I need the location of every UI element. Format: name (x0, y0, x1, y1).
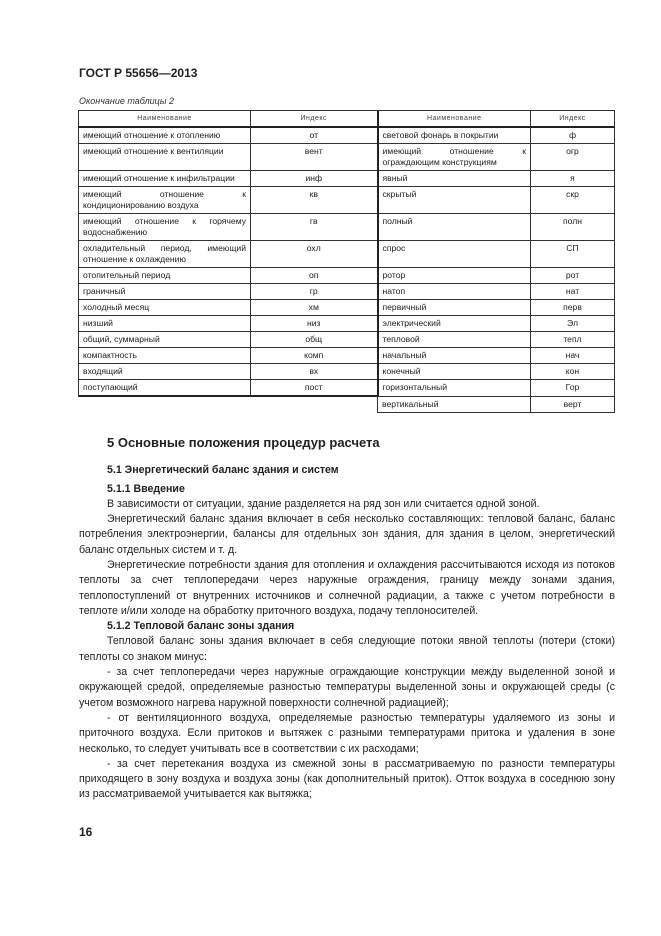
index-cell: пост (251, 380, 378, 397)
table-row (79, 284, 615, 300)
name-cell: тепловой (378, 332, 531, 348)
name-cell: полный (378, 214, 531, 241)
index-cell: Эл (531, 316, 615, 332)
name-cell: компактность (79, 348, 251, 364)
name-cell: ротор (378, 268, 531, 284)
paragraph: В зависимости от ситуации, здание разделяется на ряд зон или считается одной зоной. (107, 497, 540, 510)
index-cell: нат (531, 284, 615, 300)
index-cell: я (531, 171, 615, 187)
index-cell: комп (251, 348, 378, 364)
name-cell: имеющий отношение к инфильтрации (79, 171, 251, 187)
column-header: Индекс (531, 111, 615, 128)
name-cell: имеющий отношение к кондиционированию воздуха (79, 187, 251, 214)
page-number: 16 (79, 824, 93, 839)
index-cell: инф (251, 171, 378, 187)
table-row (79, 268, 615, 284)
section-title: 5 Основные положения процедур расчета (107, 434, 380, 450)
index-cell: гв (251, 214, 378, 241)
index-cell: кв (251, 187, 378, 214)
heading-5-1-2: 5.1.2 Тепловой баланс зоны здания (107, 620, 295, 633)
index-cell: скр (531, 187, 615, 214)
body-text (79, 482, 615, 803)
table-row (79, 316, 615, 332)
name-cell: натоп (378, 284, 531, 300)
index-cell: верт (531, 396, 615, 412)
table-caption: Окончание таблицы 2 (79, 96, 174, 106)
column-header: Наименование (79, 111, 251, 128)
index-cell: от (251, 127, 378, 144)
name-cell: явный (378, 171, 531, 187)
table-header-row (79, 111, 615, 128)
name-cell: охладительный период, имеющий отношение к охлаждению (79, 241, 251, 268)
paragraph: Энергетические потребности здания для отопления и охлаждения рассчитываются исходя из потоков теплоты за счет теплопередачи через наружные ограждения, границу между зонами здания, теплопоступлений от внутренних источников и солнечной радиации, а также с учетом потребности в теплоте и/или холоде на обработку приточного воздуха, подачу теплоносителей. (79, 558, 615, 617)
index-cell: кон (531, 364, 615, 380)
name-cell: имеющий отношение к отоплению (79, 127, 251, 144)
subsection-title: 5.1 Энергетический баланс здания и систем (107, 463, 339, 476)
name-cell: общий, суммарный (79, 332, 251, 348)
index-cell: вент (251, 144, 378, 171)
table-row (79, 214, 615, 241)
name-cell: низший (79, 316, 251, 332)
name-cell: световой фонарь в покрытии (378, 127, 531, 144)
index-cell: охл (251, 241, 378, 268)
list-item: - за счет теплопередачи через наружные ограждающие конструкции между выделенной зоной и окружающей средой, определяемые разностью температуры выделенной зоны и окружающей среды (с учетом возможного нагрева наружной поверхности солнечной радиацией); (79, 666, 615, 709)
name-cell: отопительный период (79, 268, 251, 284)
table-row (79, 241, 615, 268)
name-cell: первичный (378, 300, 531, 316)
index-cell: гр (251, 284, 378, 300)
table-row (79, 187, 615, 214)
name-cell: вертикальный (378, 396, 531, 412)
index-table (78, 110, 615, 413)
table-row (79, 380, 615, 397)
paragraph: Энергетический баланс здания включает в себя несколько составляющих: тепловой баланс, баланс потребления электроэнергии, балансы для отдельных зон здания, для здания в целом, энергетический баланс отдельных систем и т. д. (79, 513, 615, 556)
name-cell: холодный месяц (79, 300, 251, 316)
table-row (79, 144, 615, 171)
index-cell: низ (251, 316, 378, 332)
index-cell: ф (531, 127, 615, 144)
index-cell: вх (251, 364, 378, 380)
name-cell: входящий (79, 364, 251, 380)
index-cell (251, 396, 378, 412)
heading-5-1-1: 5.1.1 Введение (107, 482, 185, 495)
name-cell: горизонтальный (378, 380, 531, 397)
name-cell: имеющий отношение к вентиляции (79, 144, 251, 171)
name-cell: граничный (79, 284, 251, 300)
index-cell: тепл (531, 332, 615, 348)
column-header: Наименование (378, 111, 531, 128)
table-row (79, 171, 615, 187)
name-cell: скрытый (378, 187, 531, 214)
name-cell: имеющий отношение к горячему водоснабжению (79, 214, 251, 241)
table-row (79, 300, 615, 316)
name-cell: начальный (378, 348, 531, 364)
column-header: Индекс (251, 111, 378, 128)
table-row (79, 127, 615, 144)
name-cell: спрос (378, 241, 531, 268)
name-cell: поступающий (79, 380, 251, 397)
index-cell: полн (531, 214, 615, 241)
table-row (79, 332, 615, 348)
index-cell: общ (251, 332, 378, 348)
paragraph: Тепловой баланс зоны здания включает в себя следующие потоки явной теплоты (потери (стоки) теплоты со знаком минус: (79, 635, 615, 663)
name-cell: имеющий отношение к ограждающим конструкциям (378, 144, 531, 171)
index-cell: перв (531, 300, 615, 316)
table-row (79, 348, 615, 364)
name-cell: электрический (378, 316, 531, 332)
index-cell: Гор (531, 380, 615, 397)
index-cell: оп (251, 268, 378, 284)
list-item: - от вентиляционного воздуха, определяемые разностью температуры удаляемого из зоны и приточного воздуха. Если притоков и вытяжек с разными температурами притока и удаления в зоне несколько, то следует учитывать все в соответствии с их расходами; (79, 711, 615, 755)
table-row (79, 396, 615, 412)
index-cell: огр (531, 144, 615, 171)
index-cell: СП (531, 241, 615, 268)
table-row (79, 364, 615, 380)
document-header: ГОСТ Р 55656—2013 (79, 66, 198, 80)
name-cell (79, 396, 251, 412)
list-item: - за счет перетекания воздуха из смежной зоны в рассматриваемую по разности температуры приходящего в зону воздуха и воздуха зоны (как дополнительный приток). Отток воздуха в соседнюю зону из рассматриваемой учитывается как вытяжка; (79, 757, 615, 801)
index-cell: рот (531, 268, 615, 284)
name-cell: конечный (378, 364, 531, 380)
index-cell: нач (531, 348, 615, 364)
index-cell: хм (251, 300, 378, 316)
